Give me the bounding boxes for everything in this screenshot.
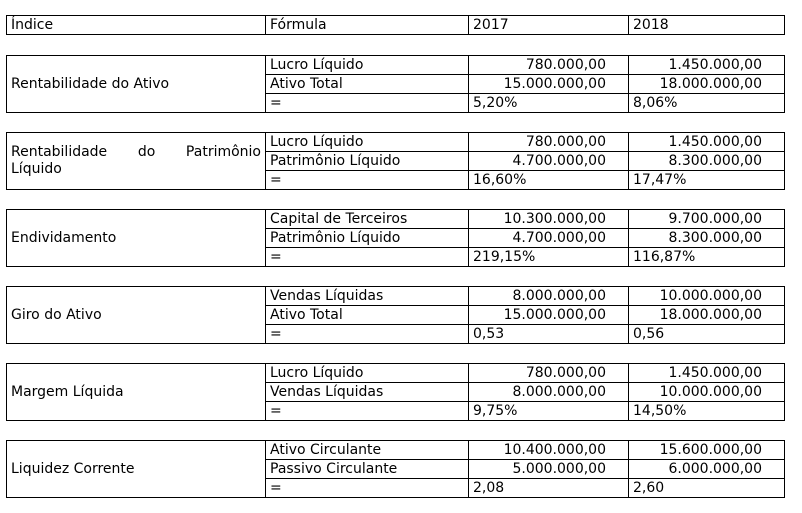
index-block-endividamento xyxy=(6,209,785,267)
denominator-2018: 8.300.000,00 xyxy=(629,229,785,248)
result-2018: 116,87% xyxy=(629,248,785,267)
index-block-giro-ativo xyxy=(6,286,785,344)
denominator-label: Ativo Total xyxy=(266,75,469,94)
denominator-label: Vendas Líquidas xyxy=(266,383,469,402)
index-block-liquidez-corrente xyxy=(6,440,785,498)
header-table xyxy=(6,15,785,35)
denominator-label: Passivo Circulante xyxy=(266,460,469,479)
equals-sign: = xyxy=(266,171,469,190)
equals-sign: = xyxy=(266,248,469,267)
numerator-row xyxy=(7,210,785,229)
header-formula: Fórmula xyxy=(266,16,469,35)
denominator-2018: 18.000.000,00 xyxy=(629,75,785,94)
numerator-2017: 10.400.000,00 xyxy=(469,441,629,460)
numerator-2018: 1.450.000,00 xyxy=(629,56,785,75)
denominator-2017: 15.000.000,00 xyxy=(469,75,629,94)
numerator-label: Vendas Líquidas xyxy=(266,287,469,306)
numerator-2018: 15.600.000,00 xyxy=(629,441,785,460)
index-name-line-1: Rentabilidade do Patrimônio xyxy=(11,144,261,160)
index-block-rentabilidade-ativo xyxy=(6,55,785,113)
numerator-2018: 9.700.000,00 xyxy=(629,210,785,229)
denominator-label: Patrimônio Líquido xyxy=(266,229,469,248)
numerator-row xyxy=(7,287,785,306)
result-2018: 8,06% xyxy=(629,94,785,113)
index-name: Endividamento xyxy=(7,210,266,267)
numerator-label: Capital de Terceiros xyxy=(266,210,469,229)
numerator-2017: 780.000,00 xyxy=(469,56,629,75)
result-2018: 14,50% xyxy=(629,402,785,421)
index-block-rentabilidade-patrimonio xyxy=(6,132,785,190)
result-2017: 0,53 xyxy=(469,325,629,344)
numerator-2018: 1.450.000,00 xyxy=(629,133,785,152)
result-2018: 17,47% xyxy=(629,171,785,190)
result-2017: 9,75% xyxy=(469,402,629,421)
index-name: Giro do Ativo xyxy=(7,287,266,344)
numerator-row xyxy=(7,441,785,460)
numerator-label: Lucro Líquido xyxy=(266,133,469,152)
header-year-2018: 2018 xyxy=(629,16,785,35)
result-2017: 219,15% xyxy=(469,248,629,267)
index-name xyxy=(7,133,266,190)
index-block-margem-liquida xyxy=(6,363,785,421)
numerator-2017: 780.000,00 xyxy=(469,133,629,152)
denominator-label: Patrimônio Líquido xyxy=(266,152,469,171)
denominator-2018: 8.300.000,00 xyxy=(629,152,785,171)
header-row xyxy=(7,16,785,35)
header-year-2017: 2017 xyxy=(469,16,629,35)
numerator-label: Lucro Líquido xyxy=(266,364,469,383)
denominator-label: Ativo Total xyxy=(266,306,469,325)
result-2017: 2,08 xyxy=(469,479,629,498)
denominator-2018: 10.000.000,00 xyxy=(629,383,785,402)
result-2018: 0,56 xyxy=(629,325,785,344)
header-indice: Índice xyxy=(7,16,266,35)
index-name: Liquidez Corrente xyxy=(7,441,266,498)
denominator-2018: 6.000.000,00 xyxy=(629,460,785,479)
equals-sign: = xyxy=(266,325,469,344)
numerator-row xyxy=(7,364,785,383)
denominator-2017: 4.700.000,00 xyxy=(469,229,629,248)
numerator-row xyxy=(7,133,785,152)
denominator-2017: 5.000.000,00 xyxy=(469,460,629,479)
index-name: Margem Líquida xyxy=(7,364,266,421)
result-2017: 16,60% xyxy=(469,171,629,190)
numerator-2018: 10.000.000,00 xyxy=(629,287,785,306)
numerator-2018: 1.450.000,00 xyxy=(629,364,785,383)
denominator-2018: 18.000.000,00 xyxy=(629,306,785,325)
index-name-line-2: Líquido xyxy=(11,161,62,177)
equals-sign: = xyxy=(266,402,469,421)
equals-sign: = xyxy=(266,94,469,113)
index-name: Rentabilidade do Ativo xyxy=(7,56,266,113)
result-2018: 2,60 xyxy=(629,479,785,498)
numerator-row xyxy=(7,56,785,75)
equals-sign: = xyxy=(266,479,469,498)
numerator-2017: 10.300.000,00 xyxy=(469,210,629,229)
denominator-2017: 15.000.000,00 xyxy=(469,306,629,325)
denominator-2017: 8.000.000,00 xyxy=(469,383,629,402)
denominator-2017: 4.700.000,00 xyxy=(469,152,629,171)
numerator-2017: 780.000,00 xyxy=(469,364,629,383)
result-2017: 5,20% xyxy=(469,94,629,113)
numerator-2017: 8.000.000,00 xyxy=(469,287,629,306)
numerator-label: Ativo Circulante xyxy=(266,441,469,460)
numerator-label: Lucro Líquido xyxy=(266,56,469,75)
